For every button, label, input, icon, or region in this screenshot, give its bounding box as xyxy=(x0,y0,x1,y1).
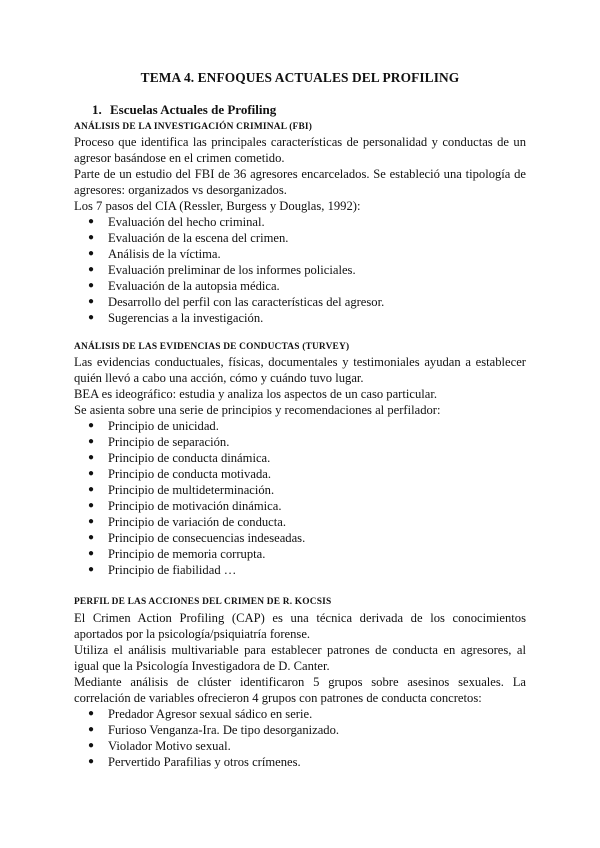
turvey-paragraph-2: BEA es ideográfico: estudia y analiza los aspectos de un caso particular. xyxy=(74,387,437,401)
bullet-icon: ● xyxy=(88,724,95,735)
kocsis-paragraph-3: Mediante análisis de clúster identificaron 5 grupos sobre asesinos sexuales. La correlación de variables ofrecieron 4 grupos con patrones de conducta concretos: xyxy=(74,675,526,705)
list-item: ● Principio de multideterminación. xyxy=(88,483,275,497)
bullet-icon: ● xyxy=(88,232,95,243)
list-item: ● Principio de motivación dinámica. xyxy=(88,499,282,513)
bullet-icon: ● xyxy=(88,708,95,719)
bullet-icon: ● xyxy=(88,436,95,447)
kocsis-paragraph-1: El Crimen Action Profiling (CAP) es una técnica derivada de los conocimientos aportados por la psicología/psiquiatría forense. xyxy=(74,611,526,641)
turvey-paragraph-1: Las evidencias conductuales, físicas, documentales y testimoniales ayudan a establecer quién llevó a cabo una acción, cómo y cuándo tuvo lugar. xyxy=(74,355,526,385)
bullet-icon: ● xyxy=(88,516,95,527)
bullet-icon: ● xyxy=(88,548,95,559)
list-item: ● Evaluación del hecho criminal. xyxy=(88,215,265,229)
bullet-icon: ● xyxy=(88,756,95,767)
list-item: ● Principio de separación. xyxy=(88,435,230,449)
bullet-icon: ● xyxy=(88,532,95,543)
list-item: ● Principio de conducta dinámica. xyxy=(88,451,271,465)
list-item: ● Sugerencias a la investigación. xyxy=(88,311,264,325)
turvey-heading: ANÁLISIS DE LAS EVIDENCIAS DE CONDUCTAS (TURVEY) xyxy=(74,342,350,352)
list-item: ● Evaluación de la autopsia médica. xyxy=(88,279,280,293)
fbi-paragraph-3: Los 7 pasos del CIA (Ressler, Burgess y Douglas, 1992): xyxy=(74,199,361,213)
bullet-icon: ● xyxy=(88,248,95,259)
turvey-principles-list xyxy=(74,418,526,578)
list-item: ● Análisis de la víctima. xyxy=(88,247,221,261)
kocsis-paragraph-2: Utiliza el análisis multivariable para establecer patrones de conducta en agresores, al igual que la Psicología Investigadora de D. Canter. xyxy=(74,643,526,673)
turvey-paragraph-3: Se asienta sobre una serie de principios y recomendaciones al perfilador: xyxy=(74,403,441,417)
list-item: ● Principio de unicidad. xyxy=(88,419,219,433)
bullet-icon: ● xyxy=(88,500,95,511)
bullet-icon: ● xyxy=(88,564,95,575)
list-item: ● Desarrollo del perfil con las características del agresor. xyxy=(88,295,385,309)
list-item: ● Furioso Venganza-Ira. De tipo desorganizado. xyxy=(88,723,340,737)
bullet-icon: ● xyxy=(88,296,95,307)
list-item: ● Principio de variación de conducta. xyxy=(88,515,286,529)
list-item: ● Pervertido Parafilias y otros crímenes. xyxy=(88,755,301,769)
list-item: ● Principio de memoria corrupta. xyxy=(88,547,266,561)
list-item: ● Principio de consecuencias indeseadas. xyxy=(88,531,306,545)
bullet-icon: ● xyxy=(88,280,95,291)
bullet-icon: ● xyxy=(88,312,95,323)
bullet-icon: ● xyxy=(88,484,95,495)
fbi-paragraph-2: Parte de un estudio del FBI de 36 agresores encarcelados. Se estableció una tipología de agresores: organizados vs desorganizados. xyxy=(74,167,526,197)
kocsis-groups-list xyxy=(74,706,526,770)
bullet-icon: ● xyxy=(88,740,95,751)
list-item: ● Violador Motivo sexual. xyxy=(88,739,231,753)
section-heading xyxy=(92,102,276,118)
fbi-heading: ANÁLISIS DE LA INVESTIGACIÓN CRIMINAL (FBI) xyxy=(74,122,313,132)
list-item: ● Evaluación preliminar de los informes policiales. xyxy=(88,263,356,277)
list-item: ● Principio de fiabilidad … xyxy=(88,563,237,577)
section-number: 1. xyxy=(92,102,102,117)
bullet-icon: ● xyxy=(88,468,95,479)
bullet-icon: ● xyxy=(88,420,95,431)
bullet-icon: ● xyxy=(88,216,95,227)
bullet-icon: ● xyxy=(88,264,95,275)
section-heading-text: Escuelas Actuales de Profiling xyxy=(110,102,277,117)
list-item: ● Evaluación de la escena del crimen. xyxy=(88,231,289,245)
page-title: TEMA 4. ENFOQUES ACTUALES DEL PROFILING xyxy=(140,70,460,85)
list-item: ● Predador Agresor sexual sádico en serie. xyxy=(88,707,313,721)
list-item: ● Principio de conducta motivada. xyxy=(88,467,271,481)
kocsis-heading: PERFIL DE LAS ACCIONES DEL CRIMEN DE R. KOCSIS xyxy=(74,597,332,607)
bullet-icon: ● xyxy=(88,452,95,463)
fbi-paragraph-1: Proceso que identifica las principales características de personalidad y conductas de un agresor basándose en el crimen cometido. xyxy=(74,135,526,165)
fbi-steps-list xyxy=(74,214,526,326)
